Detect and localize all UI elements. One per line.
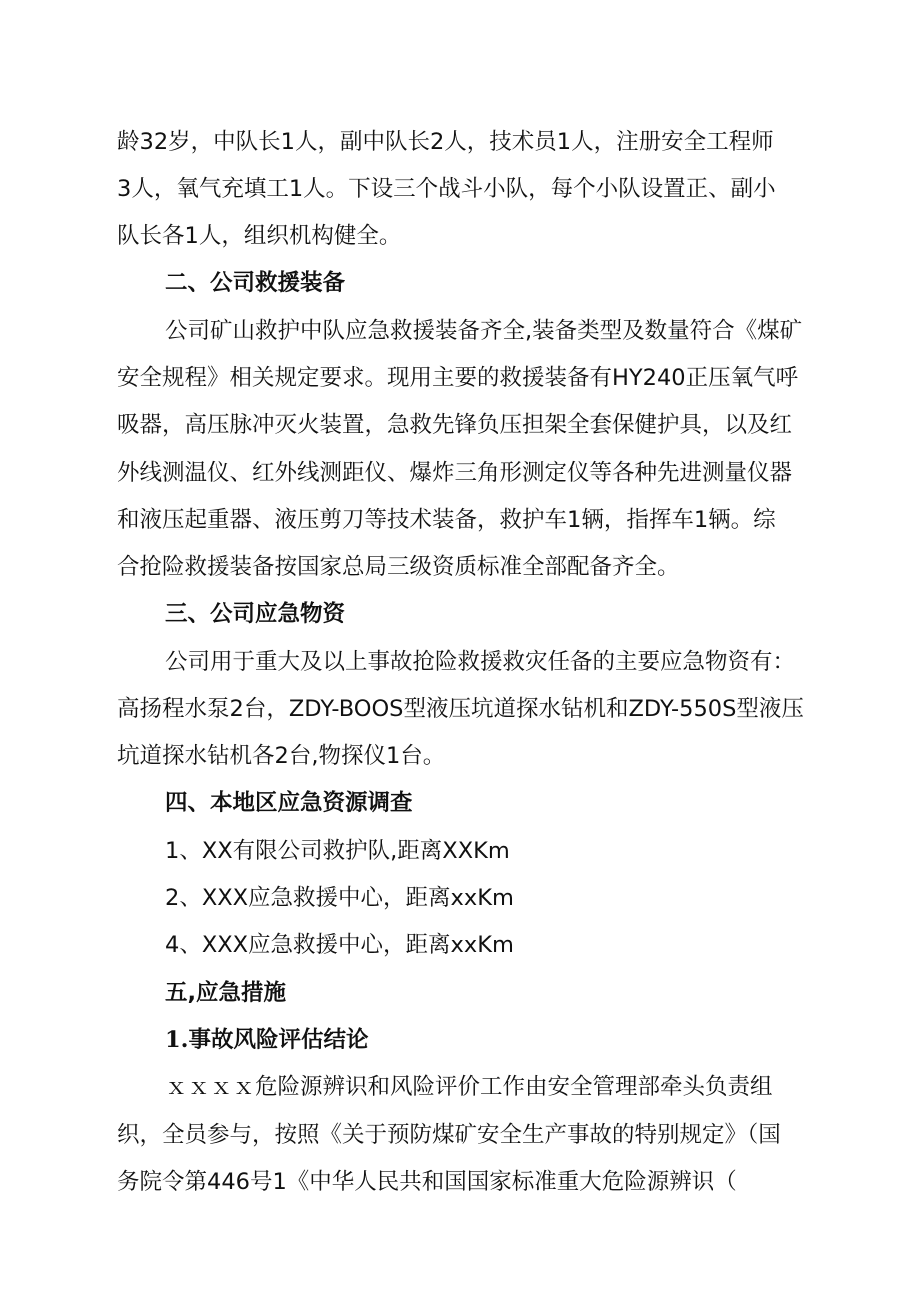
paragraph-line: 务院令第446号1《中华人民共和国国家标准重大危险源辨识（: [117, 1169, 737, 1195]
subsection-heading: 1.事故风险评估结论: [165, 1027, 369, 1053]
section-heading: 二、公司救援装备: [165, 270, 346, 296]
paragraph-line: 安全规程》相关规定要求。现用主要的救援装备有HY240正压氧气呼: [117, 365, 799, 391]
paragraph-line: 合抢险救援装备按国家总局三级资质标准全部配备齐全。: [117, 554, 680, 580]
list-item: 4、XXX应急救援中心，距离xxKm: [165, 932, 514, 958]
paragraph-line: 织，全员参与，按照《关于预防煤矿安全生产事故的特别规定》（国: [117, 1122, 781, 1148]
section-heading: 五,应急措施: [165, 980, 287, 1006]
section-heading: 三、公司应急物资: [165, 601, 346, 627]
paragraph-line: 公司用于重大及以上事故抢险救援救灾任备的主要应急物资有：: [165, 649, 796, 675]
list-item: 1、XX有限公司救护队,距离XXKm: [165, 838, 510, 864]
paragraph-line: 外线测温仪、红外线测距仪、爆炸三角形测定仪等各种先进测量仪器: [117, 460, 793, 486]
paragraph-line: 和液压起重器、液压剪刀等技术装备，救护车1辆，指挥车1辆。综: [117, 507, 776, 533]
paragraph-line: 坑道探水钻机各2台,物探仪1台。: [117, 743, 446, 769]
paragraph-line: 龄32岁，中队长1人，副中队长2人，技术员1人，注册安全工程师: [117, 129, 774, 155]
section-heading: 四、本地区应急资源调查: [165, 790, 413, 816]
paragraph-line: ｘｘｘｘ危险源辨识和风险评价工作由安全管理部牵头负责组: [165, 1074, 773, 1100]
list-item: 2、XXX应急救援中心，距离xxKm: [165, 885, 514, 911]
paragraph-line: 3人，氧气充填工1人。下设三个战斗小队，每个小队设置正、副小: [117, 176, 776, 202]
paragraph-line: 公司矿山救护中队应急救援装备齐全,装备类型及数量符合《煤矿: [165, 318, 803, 344]
paragraph-line: 吸器，高压脉冲灭火装置，急救先锋负压担架全套保健护具，以及红: [117, 412, 793, 438]
paragraph-line: 高扬程水泵2台，ZDY-BOOS型液压坑道探水钻机和ZDY-550S型液压: [117, 696, 804, 722]
paragraph-line: 队长各1人，组织机构健全。: [117, 223, 402, 249]
